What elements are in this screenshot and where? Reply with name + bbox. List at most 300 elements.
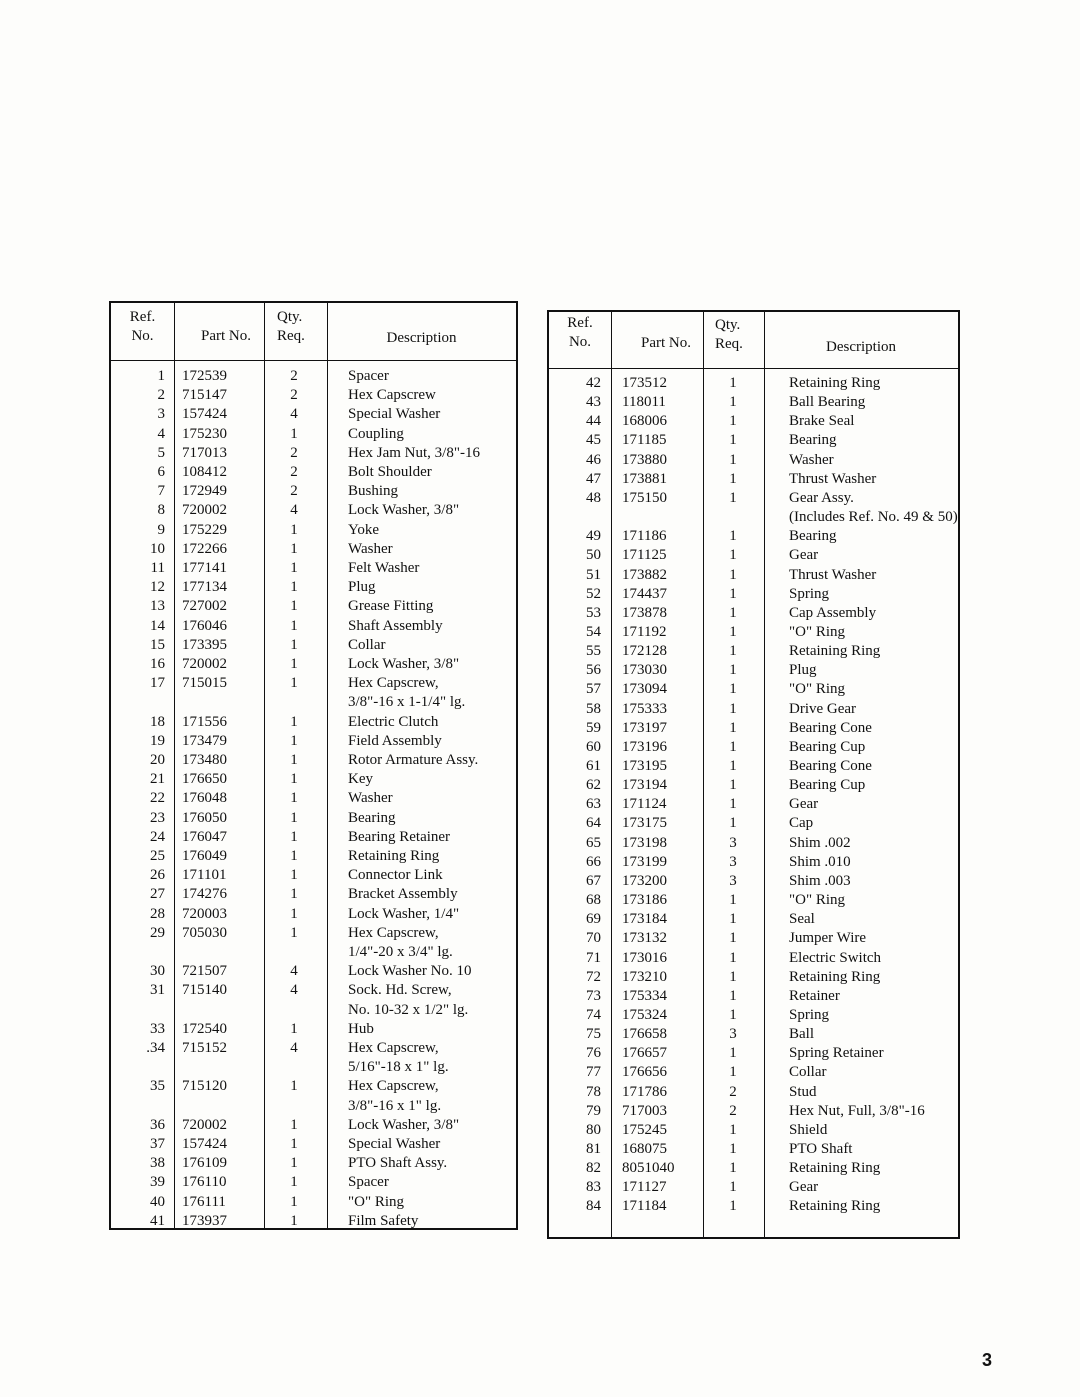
description-cell: Retainer bbox=[789, 987, 840, 1004]
part-cell: 175324 bbox=[622, 1006, 667, 1023]
qty-cell: 1 bbox=[290, 828, 298, 845]
qty-cell: 1 bbox=[290, 809, 298, 826]
ref-cell: 8 bbox=[157, 502, 165, 519]
part-cell: 118011 bbox=[622, 394, 666, 411]
ref-cell: 19 bbox=[150, 732, 165, 749]
part-cell: 705030 bbox=[182, 924, 227, 941]
ref-cell: 58 bbox=[586, 700, 601, 717]
part-cell: 720002 bbox=[182, 1116, 227, 1133]
ref-cell: 39 bbox=[150, 1174, 165, 1191]
part-cell: 172266 bbox=[182, 540, 227, 557]
description-cell: Special Washer bbox=[348, 1136, 441, 1152]
ref-cell: 41 bbox=[150, 1212, 165, 1229]
ref-cell: 28 bbox=[150, 905, 165, 922]
description-cell: Gear bbox=[789, 1179, 819, 1196]
qty-cell: 4 bbox=[290, 982, 298, 999]
qty-cell: 1 bbox=[729, 930, 737, 947]
qty-cell: 1 bbox=[729, 394, 737, 411]
part-cell: 172949 bbox=[182, 483, 227, 500]
ref-cell: 64 bbox=[586, 815, 601, 832]
qty-cell: 4 bbox=[290, 502, 298, 519]
description-cell: PTO Shaft bbox=[789, 1141, 853, 1157]
ref-cell: 42 bbox=[586, 375, 601, 391]
description-cell: "O" Ring bbox=[789, 681, 846, 698]
qty-cell: 1 bbox=[729, 892, 737, 909]
qty-cell: 1 bbox=[290, 867, 298, 884]
description-cell: Bearing Cup bbox=[789, 777, 866, 794]
qty-cell: 1 bbox=[290, 617, 298, 634]
qty-cell: 3 bbox=[729, 853, 737, 870]
description-cell: Bearing Retainer bbox=[348, 828, 451, 845]
part-cell: 173186 bbox=[622, 892, 667, 909]
part-cell: 717003 bbox=[622, 1102, 667, 1119]
description-cell: Hex Capscrew bbox=[348, 387, 436, 404]
part-cell: 173030 bbox=[622, 662, 667, 679]
qty-cell: 1 bbox=[290, 1212, 298, 1229]
part-cell: 173200 bbox=[622, 872, 667, 889]
ref-cell: 18 bbox=[150, 713, 165, 730]
ref-cell: 78 bbox=[586, 1083, 601, 1100]
part-cell: 171786 bbox=[622, 1083, 667, 1100]
ref-cell: 72 bbox=[586, 968, 601, 985]
parts-table-left bbox=[109, 301, 518, 1230]
description-cell: "O" Ring bbox=[348, 1193, 405, 1210]
ref-cell: 49 bbox=[586, 528, 601, 545]
part-cell: 173512 bbox=[622, 375, 667, 391]
qty-cell: 1 bbox=[290, 636, 298, 653]
qty-cell: 1 bbox=[290, 579, 298, 596]
ref-cell: 76 bbox=[586, 1045, 601, 1062]
part-cell: 171556 bbox=[182, 713, 227, 730]
qty-cell: 1 bbox=[729, 815, 737, 832]
qty-cell: 1 bbox=[290, 1174, 298, 1191]
part-cell: 176046 bbox=[182, 617, 227, 634]
part-cell: 172128 bbox=[622, 643, 667, 660]
description-cell: Bearing Cone bbox=[789, 758, 872, 774]
part-cell: 175245 bbox=[622, 1121, 667, 1138]
ref-cell: .34 bbox=[146, 1040, 165, 1056]
ref-cell: 70 bbox=[586, 930, 601, 947]
part-cell: 173878 bbox=[622, 604, 667, 621]
qty-cell: 1 bbox=[729, 700, 737, 717]
part-cell: 173184 bbox=[622, 911, 667, 928]
ref-cell: 75 bbox=[586, 1026, 601, 1043]
qty-cell: 1 bbox=[729, 1179, 737, 1196]
description-cell: Hex Nut, Full, 3/8"-16 bbox=[789, 1102, 925, 1119]
header-part-no: Part No. bbox=[201, 328, 251, 344]
qty-cell: 1 bbox=[290, 425, 298, 442]
part-cell: 173195 bbox=[622, 758, 667, 774]
qty-cell: 1 bbox=[729, 1160, 737, 1177]
part-cell: 171185 bbox=[622, 432, 667, 449]
qty-cell: 1 bbox=[729, 413, 737, 430]
description-cell: Shim .010 bbox=[789, 853, 851, 870]
ref-cell: 5 bbox=[157, 444, 165, 461]
header-description: Description bbox=[386, 330, 457, 346]
part-cell: 175150 bbox=[622, 489, 667, 506]
qty-cell: 1 bbox=[729, 547, 737, 564]
description-cell: Retaining Ring bbox=[789, 375, 881, 391]
ref-cell: 15 bbox=[150, 636, 165, 653]
qty-cell: 1 bbox=[729, 375, 737, 391]
part-cell: 176048 bbox=[182, 790, 227, 807]
part-cell: 173194 bbox=[622, 777, 667, 794]
description-cell: 3/8"-16 x 1-1/4" lg. bbox=[348, 694, 466, 711]
description-cell: 5/16"-18 x 1" lg. bbox=[348, 1059, 449, 1076]
ref-cell: 81 bbox=[586, 1141, 601, 1157]
part-cell: 715120 bbox=[182, 1078, 227, 1095]
ref-cell: 57 bbox=[586, 681, 601, 698]
description-cell: Stud bbox=[789, 1083, 817, 1100]
description-cell: Ball Bearing bbox=[789, 394, 866, 411]
qty-cell: 1 bbox=[729, 566, 737, 583]
qty-cell: 1 bbox=[290, 560, 298, 576]
part-cell: 173480 bbox=[182, 752, 227, 768]
qty-cell: 4 bbox=[290, 406, 298, 423]
part-cell: 173197 bbox=[622, 719, 667, 736]
ref-cell: 77 bbox=[586, 1064, 601, 1081]
description-cell: Washer bbox=[789, 451, 834, 468]
header-description: Description bbox=[826, 339, 896, 355]
qty-cell: 2 bbox=[729, 1083, 737, 1100]
part-cell: 171127 bbox=[622, 1179, 667, 1196]
description-cell: Bearing bbox=[789, 432, 837, 449]
ref-cell: 80 bbox=[586, 1121, 601, 1138]
part-cell: 172540 bbox=[182, 1020, 227, 1037]
ref-cell: 61 bbox=[586, 758, 601, 774]
description-cell: Spring bbox=[789, 585, 830, 602]
qty-cell: 1 bbox=[729, 681, 737, 698]
description-cell: Ball bbox=[789, 1026, 814, 1043]
ref-cell: 51 bbox=[586, 566, 601, 583]
qty-cell: 1 bbox=[729, 1121, 737, 1138]
ref-cell: 33 bbox=[150, 1020, 165, 1037]
qty-cell: 3 bbox=[729, 1026, 737, 1043]
description-cell: Film Safety bbox=[348, 1212, 419, 1229]
description-cell: Lock Washer No. 10 bbox=[348, 963, 472, 980]
ref-cell: 56 bbox=[586, 662, 601, 679]
ref-cell: 65 bbox=[586, 834, 601, 851]
part-cell: 173132 bbox=[622, 930, 667, 947]
parts-table-right bbox=[547, 310, 960, 1239]
description-cell: Spacer bbox=[348, 1174, 389, 1191]
description-cell: Hex Capscrew, bbox=[348, 1040, 439, 1056]
part-cell: 174437 bbox=[622, 585, 667, 602]
description-cell: Grease Fitting bbox=[348, 598, 434, 615]
qty-cell: 1 bbox=[290, 924, 298, 941]
part-cell: 717013 bbox=[182, 444, 227, 461]
part-cell: 171192 bbox=[622, 623, 667, 640]
description-cell: Gear Assy. bbox=[789, 489, 854, 506]
ref-cell: 25 bbox=[150, 848, 165, 864]
description-cell: (Includes Ref. No. 49 & 50) bbox=[789, 509, 958, 526]
ref-cell: 26 bbox=[150, 867, 165, 884]
part-cell: 8051040 bbox=[622, 1160, 675, 1177]
part-cell: 176109 bbox=[182, 1155, 227, 1172]
part-cell: 177141 bbox=[182, 560, 227, 576]
description-cell: Key bbox=[348, 771, 373, 788]
qty-cell: 1 bbox=[729, 528, 737, 545]
ref-cell: 45 bbox=[586, 432, 601, 449]
description-cell: 3/8"-16 x 1" lg. bbox=[348, 1097, 442, 1114]
part-cell: 173395 bbox=[182, 636, 227, 653]
ref-cell: 63 bbox=[586, 796, 601, 813]
ref-cell: 74 bbox=[586, 1006, 601, 1023]
ref-cell: 46 bbox=[586, 451, 601, 468]
ref-cell: 35 bbox=[150, 1078, 165, 1095]
description-cell: Special Washer bbox=[348, 406, 441, 423]
ref-cell: 2 bbox=[157, 387, 165, 404]
part-cell: 176110 bbox=[182, 1174, 227, 1191]
ref-cell: 17 bbox=[150, 675, 165, 692]
qty-cell: 1 bbox=[290, 521, 298, 538]
header-qty: Qty. Req. bbox=[715, 317, 743, 352]
header-ref: Ref. No. bbox=[129, 309, 156, 344]
description-cell: Bolt Shoulder bbox=[348, 464, 432, 480]
ref-cell: 1 bbox=[157, 368, 165, 384]
ref-cell: 54 bbox=[586, 623, 601, 640]
qty-cell: 1 bbox=[729, 451, 737, 468]
ref-cell: 84 bbox=[586, 1198, 601, 1215]
qty-cell: 1 bbox=[729, 623, 737, 640]
description-cell: Felt Washer bbox=[348, 560, 420, 576]
ref-cell: 30 bbox=[150, 963, 165, 980]
part-cell: 173880 bbox=[622, 451, 667, 468]
qty-cell: 1 bbox=[290, 598, 298, 615]
qty-cell: 1 bbox=[290, 1078, 298, 1095]
description-cell: Hex Jam Nut, 3/8"-16 bbox=[348, 444, 480, 461]
part-cell: 173094 bbox=[622, 681, 667, 698]
ref-cell: 69 bbox=[586, 911, 601, 928]
ref-cell: 3 bbox=[157, 406, 165, 423]
ref-cell: 40 bbox=[150, 1193, 165, 1210]
ref-cell: 10 bbox=[150, 540, 165, 557]
part-cell: 171184 bbox=[622, 1198, 667, 1215]
qty-cell: 1 bbox=[729, 662, 737, 679]
qty-cell: 1 bbox=[290, 1020, 298, 1037]
ref-cell: 48 bbox=[586, 489, 601, 506]
qty-cell: 1 bbox=[729, 777, 737, 794]
description-cell: Bushing bbox=[348, 483, 399, 500]
qty-cell: 1 bbox=[290, 540, 298, 557]
part-cell: 173881 bbox=[622, 470, 667, 487]
description-cell: No. 10-32 x 1/2" lg. bbox=[348, 1001, 469, 1018]
description-cell: Cap Assembly bbox=[789, 604, 877, 621]
qty-cell: 1 bbox=[290, 886, 298, 903]
ref-cell: 27 bbox=[150, 886, 165, 903]
part-cell: 173937 bbox=[182, 1212, 227, 1229]
qty-cell: 1 bbox=[290, 656, 298, 672]
part-cell: 715015 bbox=[182, 675, 227, 692]
description-cell: Electric Clutch bbox=[348, 713, 439, 730]
qty-cell: 2 bbox=[729, 1102, 737, 1119]
ref-cell: 73 bbox=[586, 987, 601, 1004]
qty-cell: 1 bbox=[729, 911, 737, 928]
description-cell: Spacer bbox=[348, 368, 389, 384]
ref-cell: 13 bbox=[150, 598, 165, 615]
qty-cell: 1 bbox=[290, 790, 298, 807]
part-cell: 176111 bbox=[182, 1193, 226, 1210]
description-cell: Cap bbox=[789, 815, 814, 832]
description-cell: Lock Washer, 1/4" bbox=[348, 905, 460, 922]
ref-cell: 6 bbox=[157, 464, 165, 480]
ref-cell: 20 bbox=[150, 752, 165, 768]
ref-cell: 23 bbox=[150, 809, 165, 826]
description-cell: Bearing bbox=[348, 809, 396, 826]
part-cell: 175334 bbox=[622, 987, 667, 1004]
description-cell: PTO Shaft Assy. bbox=[348, 1155, 448, 1172]
description-cell: Hex Capscrew, bbox=[348, 1078, 439, 1095]
part-cell: 173199 bbox=[622, 853, 667, 870]
description-cell: Electric Switch bbox=[789, 949, 882, 966]
header-ref: Ref. No. bbox=[567, 315, 593, 350]
description-cell: Jumper Wire bbox=[789, 930, 867, 947]
qty-cell: 1 bbox=[729, 1198, 737, 1215]
description-cell: Bearing Cone bbox=[789, 719, 872, 736]
qty-cell: 1 bbox=[290, 752, 298, 768]
description-cell: Brake Seal bbox=[789, 413, 855, 430]
description-cell: Spring bbox=[789, 1006, 830, 1023]
qty-cell: 2 bbox=[290, 387, 298, 404]
ref-cell: 60 bbox=[586, 738, 601, 755]
qty-cell: 1 bbox=[729, 987, 737, 1004]
ref-cell: 68 bbox=[586, 892, 601, 909]
part-cell: 176050 bbox=[182, 809, 227, 826]
part-cell: 177134 bbox=[182, 579, 227, 596]
qty-cell: 1 bbox=[290, 905, 298, 922]
description-cell: Thrust Washer bbox=[789, 566, 877, 583]
qty-cell: 1 bbox=[290, 771, 298, 788]
ref-cell: 55 bbox=[586, 643, 601, 660]
qty-cell: 1 bbox=[729, 432, 737, 449]
qty-cell: 1 bbox=[290, 848, 298, 864]
part-cell: 176658 bbox=[622, 1026, 667, 1043]
qty-cell: 2 bbox=[290, 368, 298, 384]
description-cell: Lock Washer, 3/8" bbox=[348, 1116, 460, 1133]
qty-cell: 1 bbox=[729, 738, 737, 755]
qty-cell: 1 bbox=[729, 1064, 737, 1081]
part-cell: 108412 bbox=[182, 464, 227, 480]
description-cell: Rotor Armature Assy. bbox=[348, 752, 479, 768]
description-cell: Retaining Ring bbox=[789, 1160, 881, 1177]
ref-cell: 7 bbox=[157, 483, 165, 500]
qty-cell: 1 bbox=[729, 604, 737, 621]
ref-cell: 29 bbox=[150, 924, 165, 941]
ref-cell: 44 bbox=[586, 413, 601, 430]
ref-cell: 31 bbox=[150, 982, 165, 999]
qty-cell: 1 bbox=[290, 1116, 298, 1133]
part-cell: 173196 bbox=[622, 738, 667, 755]
part-cell: 173882 bbox=[622, 566, 667, 583]
qty-cell: 4 bbox=[290, 1040, 298, 1056]
part-cell: 176049 bbox=[182, 848, 227, 864]
qty-cell: 4 bbox=[290, 963, 298, 980]
qty-cell: 1 bbox=[290, 713, 298, 730]
qty-cell: 1 bbox=[290, 1136, 298, 1152]
part-cell: 172539 bbox=[182, 368, 227, 384]
qty-cell: 2 bbox=[290, 464, 298, 480]
qty-cell: 1 bbox=[729, 796, 737, 813]
part-cell: 727002 bbox=[182, 598, 227, 615]
description-cell: Retaining Ring bbox=[348, 848, 440, 864]
description-cell: "O" Ring bbox=[789, 623, 846, 640]
description-cell: Lock Washer, 3/8" bbox=[348, 502, 460, 519]
ref-cell: 4 bbox=[157, 425, 165, 442]
description-cell: Collar bbox=[789, 1064, 827, 1081]
description-cell: Coupling bbox=[348, 425, 404, 442]
description-cell: Gear bbox=[789, 796, 819, 813]
qty-cell: 1 bbox=[290, 1193, 298, 1210]
qty-cell: 1 bbox=[729, 470, 737, 487]
ref-cell: 50 bbox=[586, 547, 601, 564]
ref-cell: 16 bbox=[150, 656, 165, 672]
ref-cell: 36 bbox=[150, 1116, 165, 1133]
ref-cell: 9 bbox=[157, 521, 165, 538]
qty-cell: 2 bbox=[290, 444, 298, 461]
part-cell: 157424 bbox=[182, 406, 227, 423]
qty-cell: 1 bbox=[729, 758, 737, 774]
description-cell: Retaining Ring bbox=[789, 1198, 881, 1215]
ref-cell: 83 bbox=[586, 1179, 601, 1196]
part-cell: 175333 bbox=[622, 700, 667, 717]
description-cell: Spring Retainer bbox=[789, 1045, 884, 1062]
part-cell: 715147 bbox=[182, 387, 227, 404]
ref-cell: 38 bbox=[150, 1155, 165, 1172]
description-cell: Yoke bbox=[348, 521, 379, 538]
ref-cell: 43 bbox=[586, 394, 601, 411]
description-cell: Shim .003 bbox=[789, 872, 851, 889]
ref-cell: 52 bbox=[586, 585, 601, 602]
part-cell: 171186 bbox=[622, 528, 667, 545]
part-cell: 176657 bbox=[622, 1045, 667, 1062]
ref-cell: 59 bbox=[586, 719, 601, 736]
description-cell: "O" Ring bbox=[789, 892, 846, 909]
part-cell: 176650 bbox=[182, 771, 227, 788]
description-cell: Sock. Hd. Screw, bbox=[348, 982, 452, 999]
qty-cell: 1 bbox=[290, 732, 298, 749]
part-cell: 715140 bbox=[182, 982, 227, 999]
part-cell: 173479 bbox=[182, 732, 227, 749]
ref-cell: 79 bbox=[586, 1102, 601, 1119]
part-cell: 176656 bbox=[622, 1064, 667, 1081]
description-cell: Gear bbox=[789, 547, 819, 564]
part-cell: 715152 bbox=[182, 1040, 227, 1056]
qty-cell: 1 bbox=[729, 1141, 737, 1157]
description-cell: Bracket Assembly bbox=[348, 886, 458, 903]
qty-cell: 2 bbox=[290, 483, 298, 500]
ref-cell: 47 bbox=[586, 470, 601, 487]
description-cell: Retaining Ring bbox=[789, 968, 881, 985]
part-cell: 173175 bbox=[622, 815, 667, 832]
ref-cell: 24 bbox=[150, 828, 165, 845]
part-cell: 176047 bbox=[182, 828, 227, 845]
ref-cell: 14 bbox=[150, 617, 165, 634]
qty-cell: 1 bbox=[729, 643, 737, 660]
part-cell: 157424 bbox=[182, 1136, 227, 1152]
part-cell: 171124 bbox=[622, 796, 667, 813]
qty-cell: 1 bbox=[729, 968, 737, 985]
qty-cell: 1 bbox=[290, 675, 298, 692]
description-cell: Hub bbox=[348, 1020, 374, 1037]
description-cell: Hex Capscrew, bbox=[348, 675, 439, 692]
part-cell: 173016 bbox=[622, 949, 667, 966]
description-cell: Plug bbox=[348, 579, 376, 596]
part-cell: 721507 bbox=[182, 963, 227, 980]
part-cell: 174276 bbox=[182, 886, 227, 903]
qty-cell: 1 bbox=[729, 949, 737, 966]
header-part-no: Part No. bbox=[641, 335, 691, 351]
qty-cell: 1 bbox=[729, 1045, 737, 1062]
